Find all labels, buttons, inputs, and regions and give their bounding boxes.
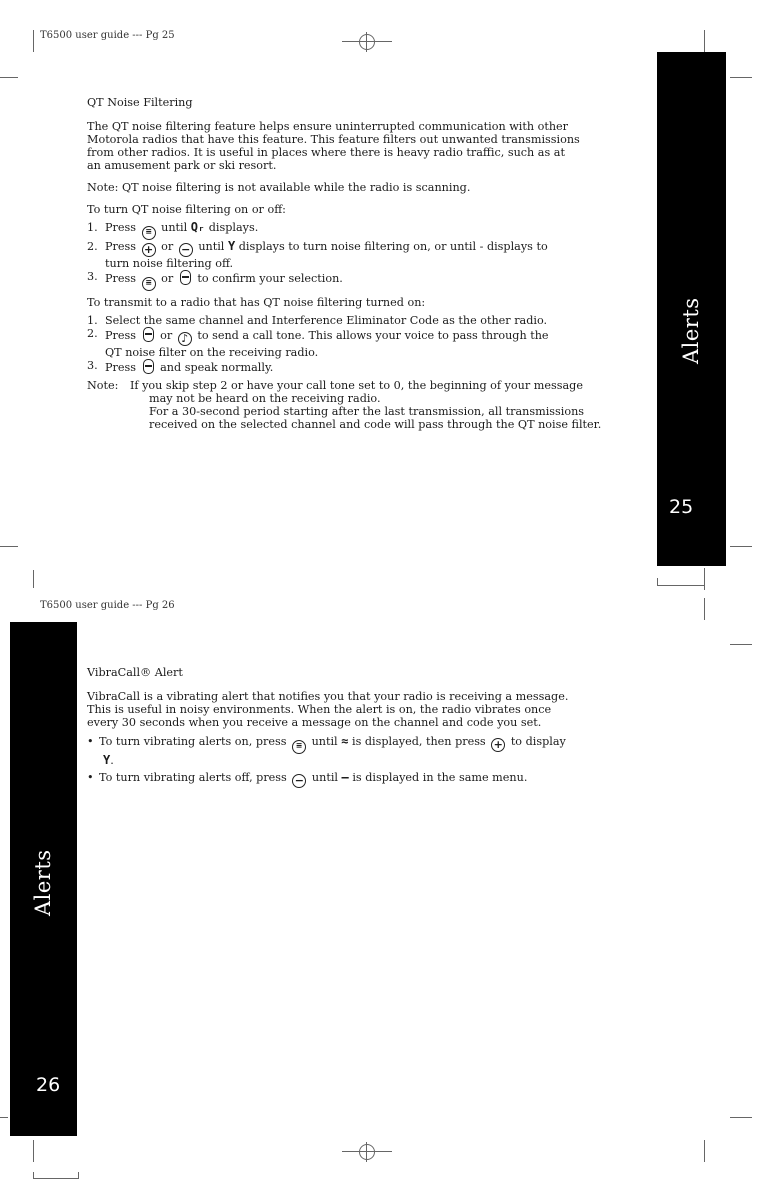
page-header: T6500 user guide --- Pg 25: [40, 30, 175, 41]
page-number: 26: [36, 1074, 61, 1096]
plus-button-icon: +: [142, 243, 156, 257]
registration-mark-top: [342, 32, 392, 52]
step-2: 2. Press or ♪ to send a call tone. This allows your voice to pass through the: [87, 327, 549, 345]
intro-paragraph: The QT noise filtering feature helps ensure uninterrupted communication with other Motorola radios that have this feature. This feature filters out unwanted transmissions from other radios. It is useful in places where there is heavy radio traffic, such as at an amusement park or ski resort.: [87, 120, 580, 172]
registration-mark-bottom: [342, 1142, 392, 1162]
section-title: VibraCall® Alert: [87, 666, 183, 679]
section-title: QT Noise Filtering: [87, 96, 193, 109]
page-number: 25: [669, 496, 694, 518]
section-qt-noise-filtering: [87, 96, 653, 431]
qt-display-icon: Qᵣ: [190, 220, 206, 234]
bullet-vibrate-off: • To turn vibrating alerts off, press − until — is displayed in the same menu.: [87, 770, 528, 787]
section-tab: [657, 52, 726, 566]
minus-button-icon: −: [179, 243, 193, 257]
menu-button-icon: ≡: [142, 226, 156, 240]
step-1: 1. Press ≡ until Qᵣ displays.: [87, 221, 653, 240]
section-tab-label: Alerts: [31, 849, 55, 916]
off-display-icon: —: [341, 770, 349, 784]
push-to-talk-icon: [143, 327, 154, 342]
transmit-steps: 1. Select the same channel and Interference Eliminator Code as the other radio. 2. Press or ♪ to send a call tone. This allows your voice to pass through the QT noise filter on the receiving radio. 3. Press and speak normally.: [87, 314, 653, 374]
on-display-icon: Y: [103, 753, 111, 767]
section-vibracall-alert: VibraCall® Alert VibraCall is a vibrating alert that notifies you that your radio is receiving a message. This is useful in noisy environments. When the alert is on, the radio vibrates once every 30 seconds when you receive a message on the channel and code you set. • To turn vibrating alerts on, press ≡ until ≈ is displayed, then press + to display Y. • To turn vibrating alerts off, press − until — is displayed in the same menu.: [87, 666, 653, 788]
push-to-talk-icon: [180, 270, 191, 285]
step-1: 1. Select the same channel and Interference Eliminator Code as the other radio.: [87, 314, 548, 327]
section-tab-label: Alerts: [679, 297, 703, 364]
section-tab: [10, 622, 77, 1136]
menu-button-icon: ≡: [292, 740, 306, 754]
step-3: 3. Press ≡ or to confirm your selection.: [87, 270, 653, 291]
note-call-tone: Note: If you skip step 2 or have your call tone set to 0, the beginning of your message may not be heard on the receiving radio. For a 30-second period starting after the last transmission, all transmissions received on the selected channel and code will pass through the QT noise filter.: [87, 379, 602, 431]
plus-button-icon: +: [491, 738, 505, 752]
page-header: T6500 user guide --- Pg 26: [40, 600, 175, 611]
menu-button-icon: ≡: [142, 277, 156, 291]
transmit-heading: To transmit to a radio that has QT noise filtering turned on:: [87, 296, 426, 309]
bullet-vibrate-on: • To turn vibrating alerts on, press ≡ until ≈ is displayed, then press + to display: [87, 735, 653, 754]
procedure-steps: 1. Press ≡ until Qᵣ displays. 2. Press + or − until Y displays to turn noise filtering on, or until - displays to turn noise filtering off. 3. Press ≡ or to confirm your selection.: [87, 221, 653, 291]
step-2: 2. Press + or − until Y displays to turn noise filtering on, or until - displays to: [87, 239, 548, 256]
step-3: 3. Press and speak normally.: [87, 359, 274, 374]
minus-button-icon: −: [292, 774, 306, 788]
procedure-heading: To turn QT noise filtering on or off:: [87, 203, 286, 216]
push-to-talk-icon: [143, 359, 154, 374]
call-button-icon: ♪: [178, 332, 192, 346]
vibrate-icon: ≈: [341, 734, 349, 748]
intro-paragraph: VibraCall is a vibrating alert that notifies you that your radio is receiving a message. This is useful in noisy environments. When the alert is on, the radio vibrates once every 30 seconds when you receive a message on the channel and code you set.: [87, 690, 569, 729]
note-scanning: Note: QT noise filtering is not available while the radio is scanning.: [87, 181, 471, 194]
on-display-icon: Y: [227, 239, 236, 253]
